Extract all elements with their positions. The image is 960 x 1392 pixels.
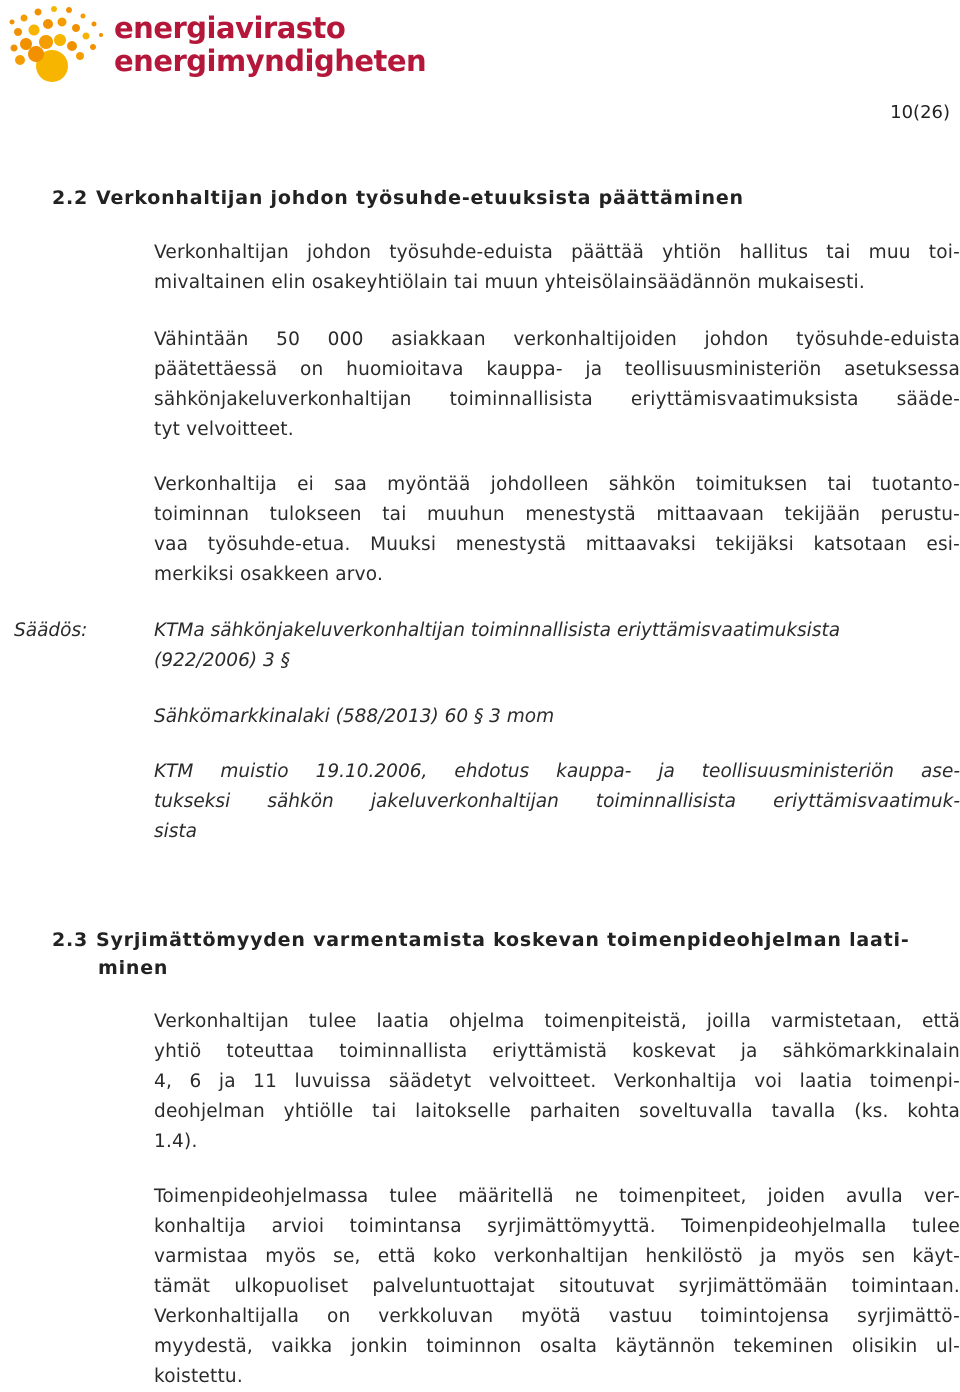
reference-3 — [154, 757, 960, 847]
paragraph-1 — [154, 238, 960, 298]
text-line: 4, 6 ja 11 luvuissa säädetyt velvoitteet. Verkonhaltija voi laatia toimenpi- — [154, 1071, 960, 1092]
logo-line-2: energimyndigheten — [114, 44, 427, 78]
paragraph-3 — [154, 470, 960, 590]
text-line: tyt velvoitteet. — [154, 419, 294, 440]
reference-2 — [154, 702, 960, 732]
text-line: sähkönjakeluverkonhaltijan toiminnallisista eriyttämisvaatimuksista sääde- — [154, 389, 960, 410]
reference-line: KTM muistio 19.10.2006, ehdotus kauppa- ja teollisuusministeriön ase- — [154, 761, 960, 782]
section-number: 2.3 — [52, 929, 89, 951]
reference-line: (922/2006) 3 § — [154, 650, 290, 671]
section-title-line: minen — [98, 957, 169, 979]
text-line: konhaltija arvioi toimintansa syrjimättömyyttä. Toimenpideohjelmalla tulee — [154, 1216, 960, 1237]
text-line: Vähintään 50 000 asiakkaan verkonhaltijoiden johdon työsuhde-eduista — [154, 329, 960, 350]
logo-wordmark — [114, 12, 426, 78]
text-line: myydestä, vaikka jonkin toiminnon osalta käytännön tekeminen olisikin ul- — [154, 1336, 960, 1357]
text-line: Verkonhaltijan tulee laatia ohjelma toimenpiteistä, joilla varmistetaan, että — [154, 1011, 960, 1032]
text-line: tämät ulkopuoliset palveluntuottajat sitoutuvat syrjimättömään toimintaan. — [154, 1276, 960, 1297]
text-line: Toimenpideohjelmassa tulee määritellä ne toimenpiteet, joiden avulla ver- — [154, 1186, 960, 1207]
page-number: 10(26) — [890, 102, 950, 123]
reference-line: Sähkömarkkinalaki (588/2013) 60 § 3 mom — [154, 706, 555, 727]
text-line: toiminnan tulokseen tai muuhun menestystä mittaavaan tekijään perustu- — [154, 504, 960, 525]
text-line: Verkonhaltijalla on verkkoluvan myötä vastuu toimintojensa syrjimättö- — [154, 1306, 960, 1327]
text-line: Verkonhaltija ei saa myöntää johdolleen sähkön toimituksen tai tuotanto- — [154, 474, 960, 495]
reference-1 — [154, 616, 960, 676]
text-line: yhtiö toteuttaa toiminnallista eriyttämistä koskevat ja sähkömarkkinalain — [154, 1041, 960, 1062]
section-title-line — [52, 926, 957, 954]
section-number: 2.2 — [52, 187, 89, 209]
text-line: vaa työsuhde-etua. Muuksi menestystä mittaavaksi tekijäksi katsotaan esi- — [154, 534, 960, 555]
text-line: Verkonhaltijan johdon työsuhde-eduista päättää yhtiön hallitus tai muu toi- — [154, 242, 960, 263]
text-line: deohjelman yhtiölle tai laitokselle parhaiten soveltuvalla tavalla (ks. kohta — [154, 1101, 960, 1122]
text-line: koistettu. — [154, 1366, 243, 1387]
paragraph-5 — [154, 1182, 960, 1392]
text-line: varmistaa myös se, että koko verkonhaltijan henkilöstö ja myös sen käyt- — [154, 1246, 960, 1267]
statute-label: Säädös: — [14, 620, 88, 641]
logo-line-1: energiavirasto — [114, 11, 346, 45]
text-line: 1.4). — [154, 1131, 198, 1152]
paragraph-2 — [154, 325, 960, 445]
reference-line: sista — [154, 821, 198, 842]
brand-logo — [6, 4, 427, 90]
section-2-2-heading — [52, 184, 957, 212]
section-title: Verkonhaltijan johdon työsuhde-etuuksista päättäminen — [96, 187, 744, 209]
text-line: merkiksi osakkeen arvo. — [154, 564, 384, 585]
section-2-3-heading — [52, 926, 957, 982]
text-line: mivaltainen elin osakeyhtiölain tai muun yhteisölainsäädännön mukaisesti. — [154, 272, 865, 293]
reference-line: tukseksi sähkön jakeluverkonhaltijan toiminnallisista eriyttämisvaatimuk- — [154, 791, 960, 812]
section-title: Syrjimättömyyden varmentamista koskevan toimenpideohjelman laati- — [96, 929, 910, 951]
sun-logo-icon — [6, 4, 106, 84]
reference-line: KTMa sähkönjakeluverkonhaltijan toiminnallisista eriyttämisvaatimuksista — [154, 620, 841, 641]
text-line: päätettäessä on huomioitava kauppa- ja teollisuusministeriön asetuksessa — [154, 359, 960, 380]
paragraph-4 — [154, 1007, 960, 1157]
